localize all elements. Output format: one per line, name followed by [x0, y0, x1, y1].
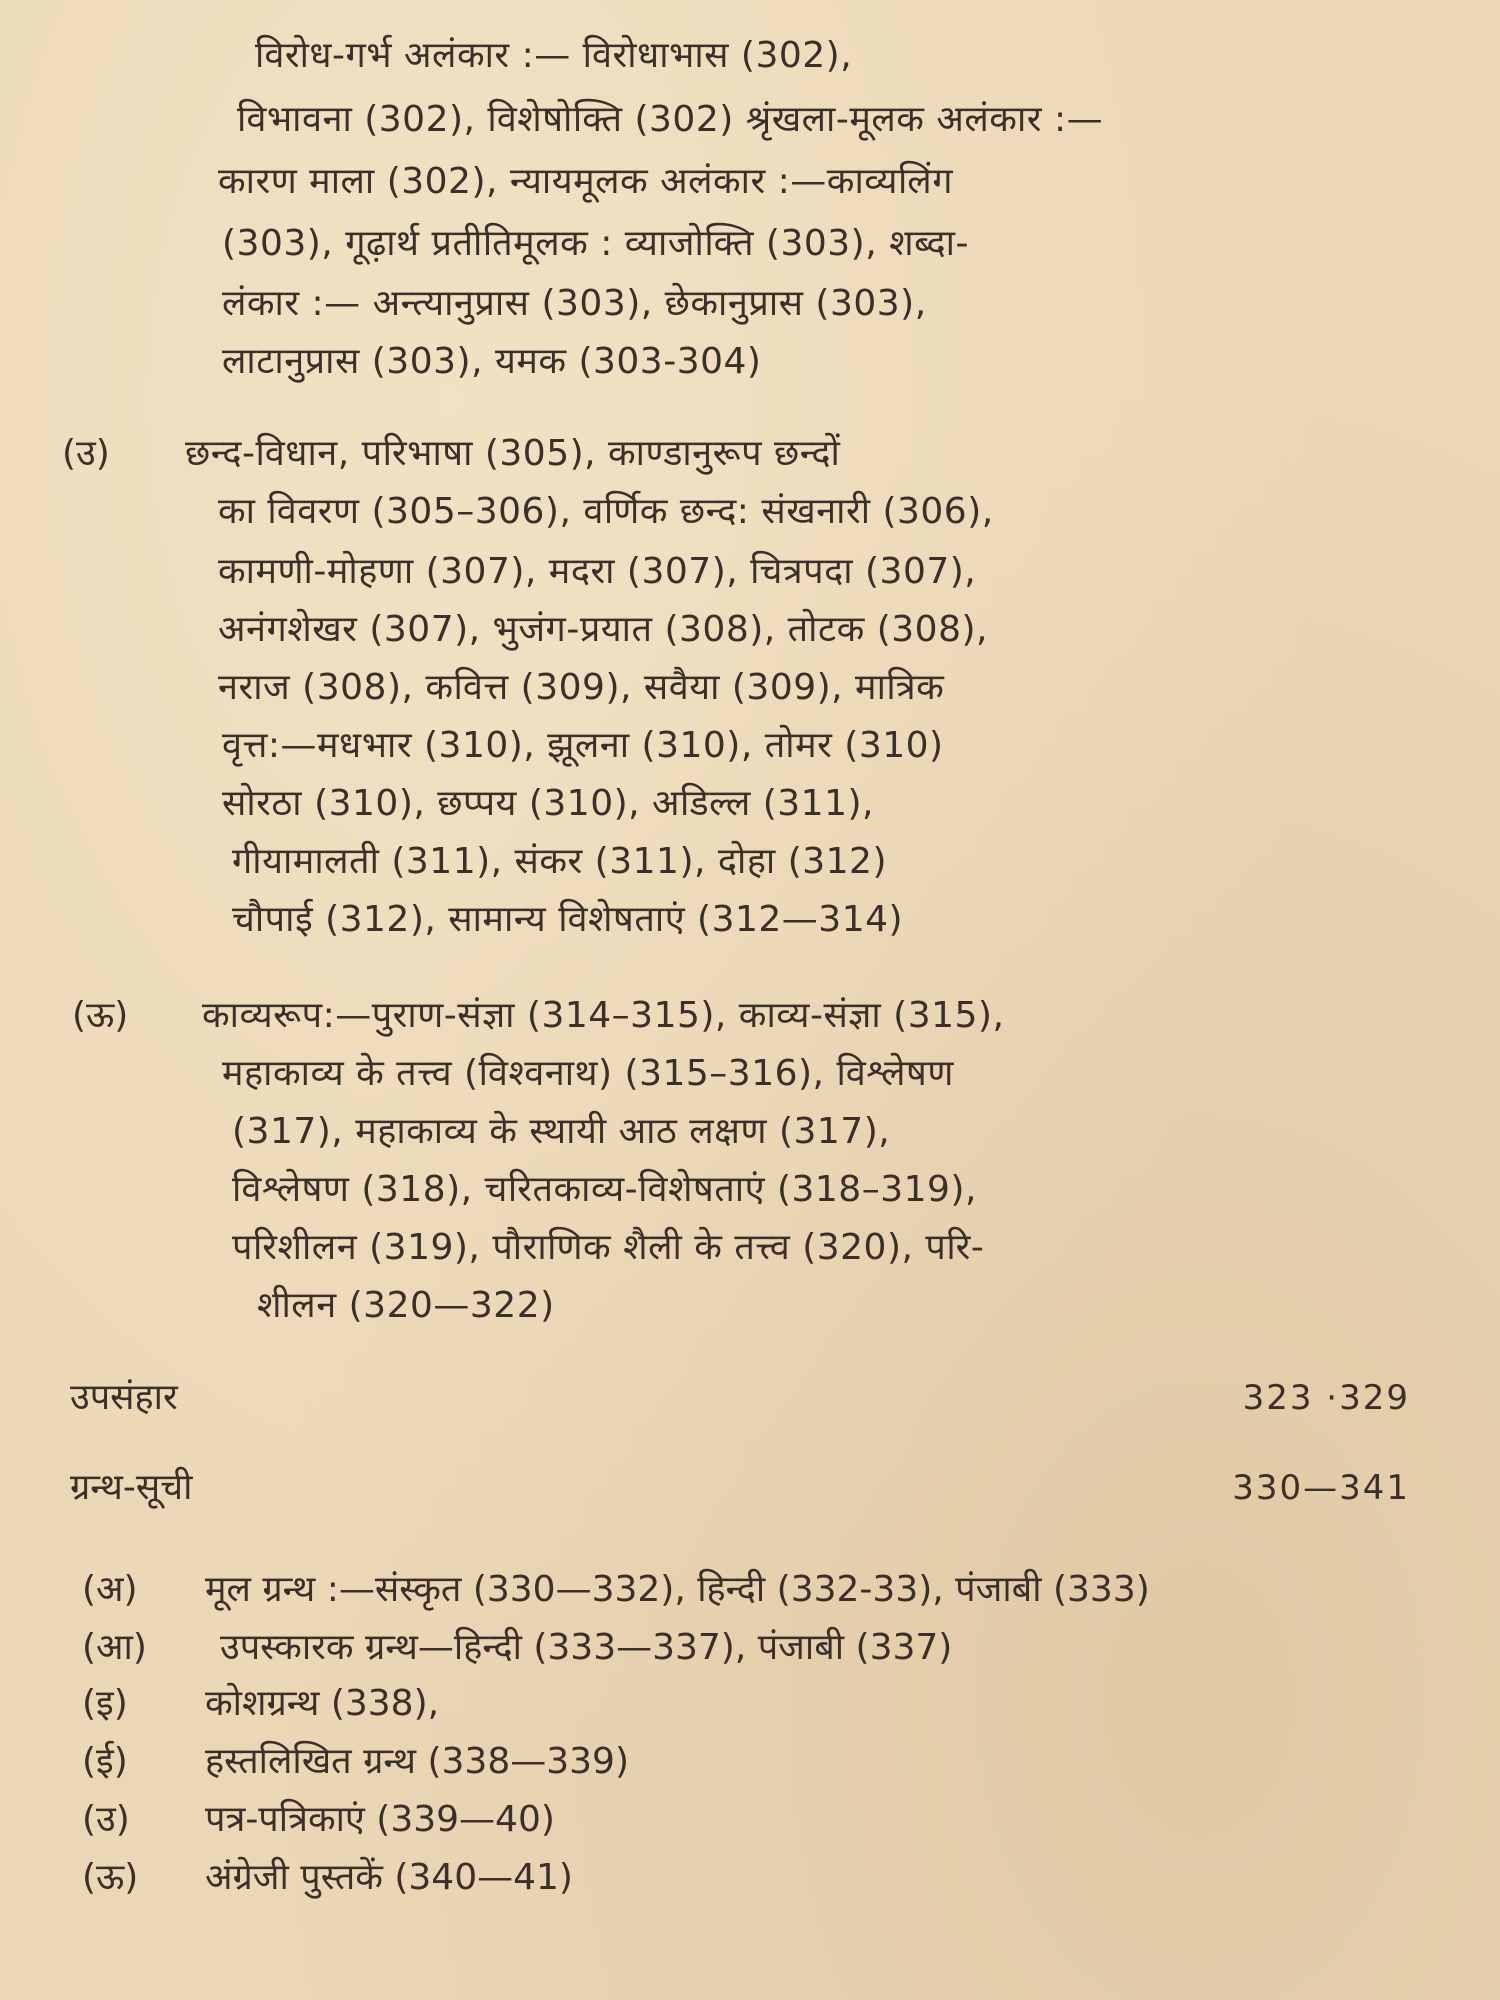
chhand-line: का विवरण (305–306), वर्णिक छन्द: संखनारी (306), — [218, 491, 994, 532]
chhand-line: कामणी-मोहणा (307), मदरा (307), चित्रपदा (307), — [218, 551, 977, 592]
kavyarup-line: काव्यरूप:—पुराण-संज्ञा (314–315), काव्य-संज्ञा (315), — [202, 995, 1005, 1036]
chhand-line: चौपाई (312), सामान्य विशेषताएं (312—314) — [232, 899, 904, 940]
chhand-line: नराज (308), कवित्त (309), सवैया (309), मात्रिक — [218, 667, 945, 708]
alankar-line: कारण माला (302), न्यायमूलक अलंकार :—काव्यलिंग — [218, 161, 953, 202]
alankar-line: लाटानुप्रास (303), यमक (303-304) — [222, 341, 762, 382]
item-text: मूल ग्रन्थ :—संस्कृत (330—332), हिन्दी (332-33), पंजाबी (333) — [205, 1569, 1150, 1610]
alankar-line: विरोध-गर्भ अलंकार :— विरोधाभास (302), — [255, 35, 853, 76]
section-marker: (उ) — [62, 433, 110, 474]
kavyarup-line: परिशीलन (319), पौराणिक शैली के तत्त्व (320), परि- — [232, 1227, 985, 1268]
item-marker: (उ) — [82, 1799, 130, 1840]
item-text: पत्र-पत्रिकाएं (339—40) — [205, 1799, 555, 1840]
alankar-line: विभावना (302), विशेषोक्ति (302) श्रृंखला-मूलक अलंकार :— — [237, 99, 1104, 140]
item-text: कोशग्रन्थ (338), — [205, 1683, 440, 1724]
item-marker: (आ) — [82, 1627, 147, 1668]
chhand-line: सोरठा (310), छप्पय (310), अडिल्ल (311), — [222, 783, 874, 824]
item-marker: (ई) — [82, 1741, 128, 1782]
chhand-line: गीयामालती (311), संकर (311), दोहा (312) — [232, 841, 887, 882]
item-marker: (ऊ) — [82, 1857, 139, 1898]
kavyarup-line: विश्लेषण (318), चरितकाव्य-विशेषताएं (318–319), — [232, 1169, 977, 1210]
upsanhar-label: उपसंहार — [70, 1377, 178, 1418]
chhand-line: छन्द-विधान, परिभाषा (305), काण्डानुरूप छन्दों — [185, 433, 841, 474]
alankar-line: लंकार :— अन्त्यानुप्रास (303), छेकानुप्रास (303), — [222, 283, 927, 324]
item-text: उपस्कारक ग्रन्थ—हिन्दी (333—337), पंजाबी (337) — [220, 1627, 953, 1668]
item-text: अंग्रेजी पुस्तकें (340—41) — [205, 1857, 573, 1898]
upsanhar-pages: 323 ·329 — [1242, 1378, 1410, 1418]
alankar-line: (303), गूढ़ार्थ प्रतीतिमूलक : व्याजोक्ति (303), शब्दा- — [222, 223, 969, 264]
kavyarup-line: महाकाव्य के तत्त्व (विश्वनाथ) (315–316), विश्लेषण — [222, 1053, 954, 1094]
item-marker: (इ) — [82, 1683, 128, 1724]
chhand-line: अनंगशेखर (307), भुजंग-प्रयात (308), तोटक (308), — [218, 609, 988, 650]
kavyarup-line: शीलन (320—322) — [257, 1285, 555, 1326]
item-text: हस्तलिखित ग्रन्थ (338—339) — [205, 1741, 629, 1782]
section-marker: (ऊ) — [72, 995, 129, 1036]
granth-suchi-label: ग्रन्थ-सूची — [70, 1467, 193, 1508]
chhand-line: वृत्त:—मधभार (310), झूलना (310), तोमर (310) — [222, 725, 944, 766]
item-marker: (अ) — [82, 1569, 138, 1610]
granth-suchi-pages: 330—341 — [1232, 1468, 1410, 1508]
kavyarup-line: (317), महाकाव्य के स्थायी आठ लक्षण (317), — [232, 1111, 891, 1152]
